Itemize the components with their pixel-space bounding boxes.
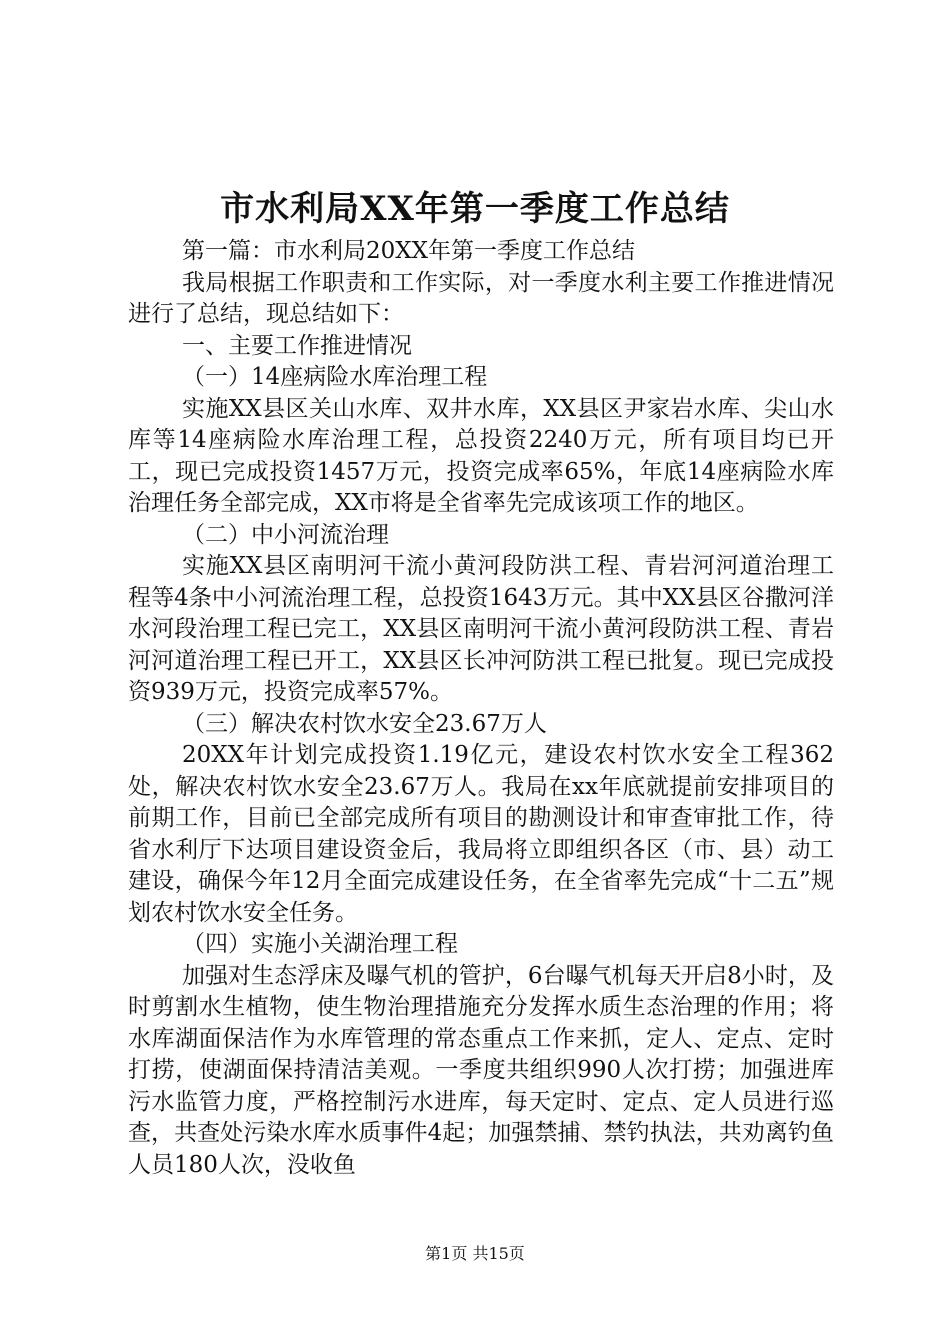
- document-title: 市水利局XX年第一季度工作总结: [220, 189, 730, 229]
- subsection-heading: （二）中小河流治理: [182, 521, 389, 548]
- intro-paragraph: 我局根据工作职责和工作实际，对一季度水利主要工作推进情况进行了总结，现总结如下：: [128, 269, 834, 327]
- subsection-heading: （三）解决农村饮水安全23.67万人: [182, 710, 547, 737]
- page-number-footer: 第1页 共15页: [425, 1244, 525, 1263]
- body-paragraph: 20XX年计划完成投资1.19亿元，建设农村饮水安全工程362处，解决农村饮水安全23.67万人。我局在xx年底就提前安排项目的前期工作，目前已全部完成所有项目的勘测设计和审查审批工作，待省水利厅下达项目建设资金后，我局将立即组织各区（市、县）动工建设，确保今年12月全面完成建设任务，在全省率先完成“十二五”规划农村饮水安全任务。: [128, 742, 834, 926]
- document-body: [128, 236, 834, 1181]
- subsection-heading: （四）实施小关湖治理工程: [182, 931, 458, 957]
- body-paragraph: 实施XX县区南明河干流小黄河段防洪工程、青岩河河道治理工程等4条中小河流治理工程，总投资1643万元。其中XX县区谷撒河洋水河段治理工程已完工，XX县区南明河干流小黄河段防洪工程、青岩河河道治理工程已开工，XX县区长冲河防洪工程已批复。现已完成投资939万元，投资完成率57%。: [128, 553, 834, 705]
- body-paragraph: 实施XX县区关山水库、双井水库，XX县区尹家岩水库、尖山水库等14座病险水库治理工程，总投资2240万元，所有项目均已开工，现已完成投资1457万元，投资完成率65%，年底14座病险水库治理任务全部完成，XX市将是全省率先完成该项工作的地区。: [128, 395, 834, 516]
- subsection-heading: （一）14座病险水库治理工程: [182, 364, 488, 390]
- body-paragraph: 加强对生态浮床及曝气机的管护，6台曝气机每天开启8小时，及时剪割水生植物，使生物治理措施充分发挥水质生态治理的作用；将水库湖面保洁作为水库管理的常态重点工作来抓，定人、定点、定时打捞，使湖面保持清洁美观。一季度共组织990人次打捞；加强进库污水监管力度，严格控制污水进库，每天定时、定点、定人员进行巡查，共查处污染水库水质事件4起；加强禁捕、禁钓执法，共劝离钓鱼人员180人次，没收鱼: [128, 962, 834, 1178]
- section-heading: 一、主要工作推进情况: [182, 332, 412, 359]
- section-heading: 第一篇：市水利局20XX年第一季度工作总结: [182, 238, 636, 264]
